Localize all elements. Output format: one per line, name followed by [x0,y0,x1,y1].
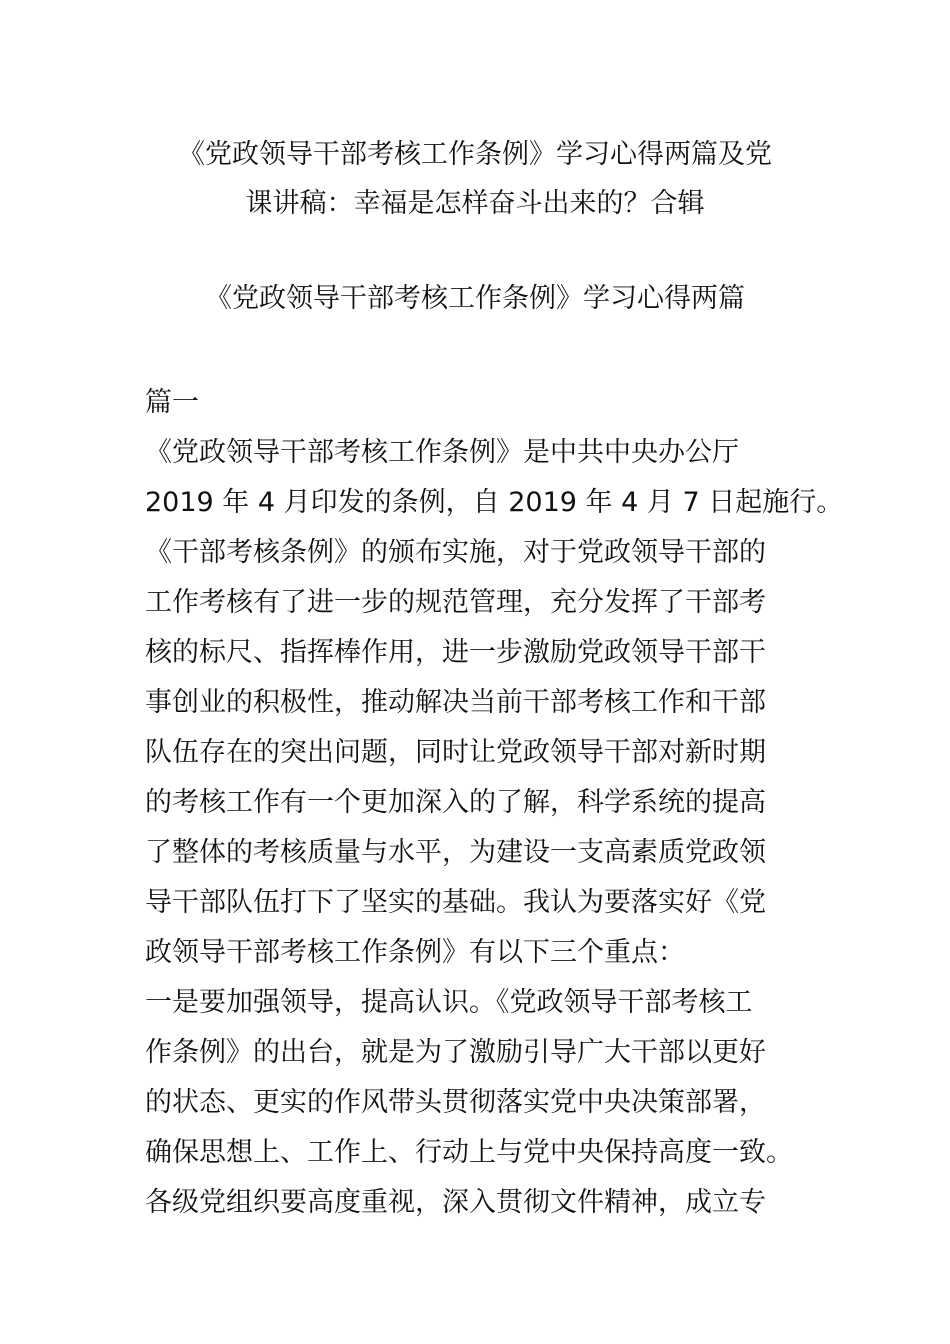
body-line-1: 《党政领导干部考核工作条例》是中共中央办公厅 [145,437,739,468]
body-line-12: 一是要加强领导，提高认识。《党政领导干部考核工 [145,987,753,1018]
body-line-16: 各级党组织要高度重视，深入贯彻文件精神，成立专 [145,1187,766,1218]
document-title-line-1: 《党政领导干部考核工作条例》学习心得两篇及党 [178,139,772,170]
body-line-15: 确保思想上、工作上、行动上与党中央保持高度一致。 [145,1137,793,1168]
body-line-4: 工作考核有了进一步的规范管理，充分发挥了干部考 [145,587,766,618]
body-line-5: 核的标尺、指挥棒作用，进一步激励党政领导干部干 [145,637,766,668]
document-title-line-2: 课讲稿：幸福是怎样奋斗出来的？合辑 [245,188,705,219]
body-line-11: 政领导干部考核工作条例》有以下三个重点： [145,937,685,968]
body-line-7: 队伍存在的突出问题，同时让党政领导干部对新时期 [145,737,766,768]
section-heading: 《党政领导干部考核工作条例》学习心得两篇 [205,283,745,314]
body-line-3: 《干部考核条例》的颁布实施，对于党政领导干部的 [145,537,766,568]
body-line-6: 事创业的积极性，推动解决当前干部考核工作和干部 [145,687,766,718]
body-line-14: 的状态、更实的作风带头贯彻落实党中央决策部署， [145,1087,766,1118]
body-line-2: 2019 年 4 月印发的条例，自 2019 年 4 月 7 日起施行。 [145,487,844,518]
body-line-10: 导干部队伍打下了坚实的基础。我认为要落实好《党 [145,887,766,918]
body-line-9: 了整体的考核质量与水平，为建设一支高素质党政领 [145,837,766,868]
body-line-8: 的考核工作有一个更加深入的了解，科学系统的提高 [145,787,766,818]
body-line-13: 作条例》的出台，就是为了激励引导广大干部以更好 [145,1037,766,1068]
part-label: 篇一 [145,387,199,418]
